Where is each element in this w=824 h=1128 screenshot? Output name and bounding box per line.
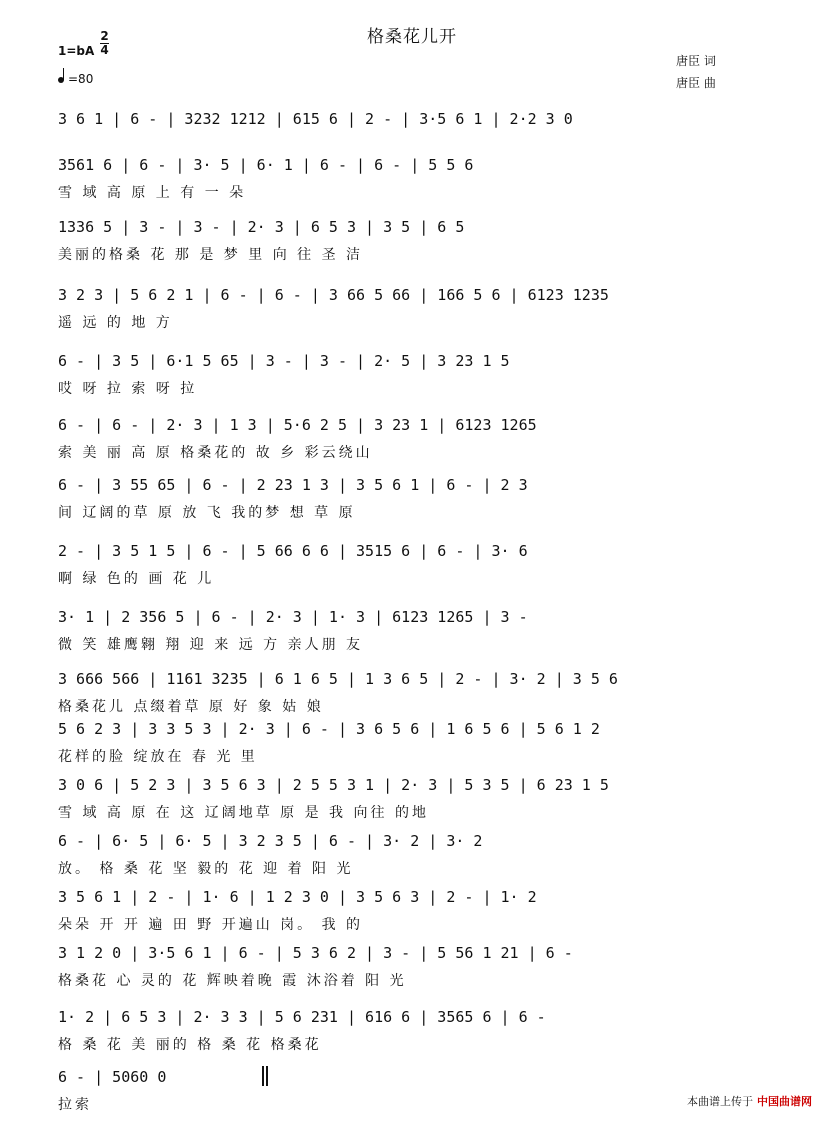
site-logo: 中国曲谱网 [757, 1095, 812, 1108]
score-row [0, 940, 824, 1004]
tempo-value: =80 [68, 72, 94, 86]
notation-line: 6 - | 6· 5 | 6· 5 | 3 2 3 5 | 6 - | 3· 2 | 3· 2 [58, 832, 483, 850]
score-row [0, 472, 824, 536]
notation-line: 3 2 3 | 5 6 2 1 | 6 - | 6 - | 3 66 5 66 | 166 5 6 | 6123 1235 [58, 286, 609, 304]
lyricist-credit: 唐臣 词 [676, 54, 716, 68]
score-row [0, 884, 824, 948]
lyrics-line: 格桑花 心 灵的 花 辉映着晚 霞 沐浴着 阳 光 [58, 973, 407, 989]
score-row [0, 828, 824, 892]
lyrics-line: 间 辽阔的草 原 放 飞 我的梦 想 草 原 [58, 505, 356, 521]
score-row [0, 716, 824, 780]
time-signature [100, 30, 109, 57]
lyrics-line: 格桑花儿 点缀着草 原 好 象 姑 娘 [58, 699, 324, 715]
time-signature-bottom: 4 [100, 43, 109, 57]
song-title: 格桑花儿开 [367, 27, 457, 47]
lyrics-line: 雪 域 高 原 在 这 辽阔地草 原 是 我 向往 的地 [58, 805, 429, 821]
time-signature-top: 2 [100, 29, 109, 43]
notation-line: 3 666 566 | 1161 3235 | 6 1 6 5 | 1 3 6 5 | 2 - | 3· 2 | 3 5 6 [58, 670, 618, 688]
score-row [0, 152, 824, 216]
notation-line: 5 6 2 3 | 3 3 5 3 | 2· 3 | 6 - | 3 6 5 6 | 1 6 5 6 | 5 6 1 2 [58, 720, 600, 738]
key-signature: 1=bA [58, 44, 95, 58]
footer-text: 本曲谱上传于 [687, 1095, 753, 1108]
notation-line: 6 - | 6 - | 2· 3 | 1 3 | 5·6 2 5 | 3 23 1 | 6123 1265 [58, 416, 537, 434]
score-row [0, 282, 824, 346]
score-row [0, 772, 824, 836]
score-row [0, 604, 824, 668]
lyrics-line: 啊 绿 色的 画 花 儿 [58, 571, 215, 587]
notation-line: 3 5 6 1 | 2 - | 1· 6 | 1 2 3 0 | 3 5 6 3 | 2 - | 1· 2 [58, 888, 537, 906]
score-row [0, 214, 824, 278]
notation-line: 2 - | 3 5 1 5 | 6 - | 5 66 6 6 | 3515 6 | 6 - | 3· 6 [58, 542, 528, 560]
lyrics-line: 美丽的格桑 花 那 是 梦 里 向 往 圣 洁 [58, 247, 364, 263]
quarter-note-icon [58, 77, 64, 83]
lyrics-line: 索 美 丽 高 原 格桑花的 故 乡 彩云绕山 [58, 445, 373, 461]
notation-line: 3 1 2 0 | 3·5 6 1 | 6 - | 5 3 6 2 | 3 - | 5 56 1 21 | 6 - [58, 944, 573, 962]
lyrics-line: 拉索 [58, 1097, 92, 1113]
score-row [0, 412, 824, 476]
composer-credit: 唐臣 曲 [676, 76, 716, 90]
final-barline [262, 1066, 264, 1086]
score-row [0, 348, 824, 412]
notation-line: 3 0 6 | 5 2 3 | 3 5 6 3 | 2 5 5 3 1 | 2· 3 | 5 3 5 | 6 23 1 5 [58, 776, 609, 794]
lyrics-line: 哎 呀 拉 索 呀 拉 [58, 381, 198, 397]
notation-line: 6 - | 3 5 | 6·1 5 65 | 3 - | 3 - | 2· 5 | 3 23 1 5 [58, 352, 510, 370]
notation-line: 3· 1 | 2 356 5 | 6 - | 2· 3 | 1· 3 | 6123 1265 | 3 - [58, 608, 528, 626]
lyrics-line: 遥 远 的 地 方 [58, 315, 173, 331]
notation-line: 3 6 1 | 6 - | 3232 1212 | 615 6 | 2 - | 3·5 6 1 | 2·2 3 0 [58, 110, 573, 128]
score-row [0, 538, 824, 602]
notation-line: 6 - | 5060 0 [58, 1068, 167, 1086]
tempo-marking [58, 72, 93, 86]
lyrics-line: 朵朵 开 开 遍 田 野 开遍山 岗。 我 的 [58, 917, 364, 933]
notation-line: 1336 5 | 3 - | 3 - | 2· 3 | 6 5 3 | 3 5 | 6 5 [58, 218, 465, 236]
notation-line: 6 - | 3 55 65 | 6 - | 2 23 1 3 | 3 5 6 1 | 6 - | 2 3 [58, 476, 528, 494]
score-row [0, 1004, 824, 1068]
notation-line: 1· 2 | 6 5 3 | 2· 3 3 | 5 6 231 | 616 6 | 3565 6 | 6 - [58, 1008, 546, 1026]
footer [687, 1093, 812, 1109]
lyrics-line: 放。 格 桑 花 坚 毅的 花 迎 着 阳 光 [58, 861, 354, 877]
notation-line: 3561 6 | 6 - | 3· 5 | 6· 1 | 6 - | 6 - | 5 5 6 [58, 156, 474, 174]
lyrics-line: 雪 域 高 原 上 有 一 朵 [58, 185, 247, 201]
lyrics-line: 格 桑 花 美 丽的 格 桑 花 格桑花 [58, 1037, 322, 1053]
lyrics-line: 微 笑 雄鹰翱 翔 迎 来 远 方 亲人朋 友 [58, 637, 364, 653]
lyrics-line: 花样的脸 绽放在 春 光 里 [58, 749, 258, 765]
